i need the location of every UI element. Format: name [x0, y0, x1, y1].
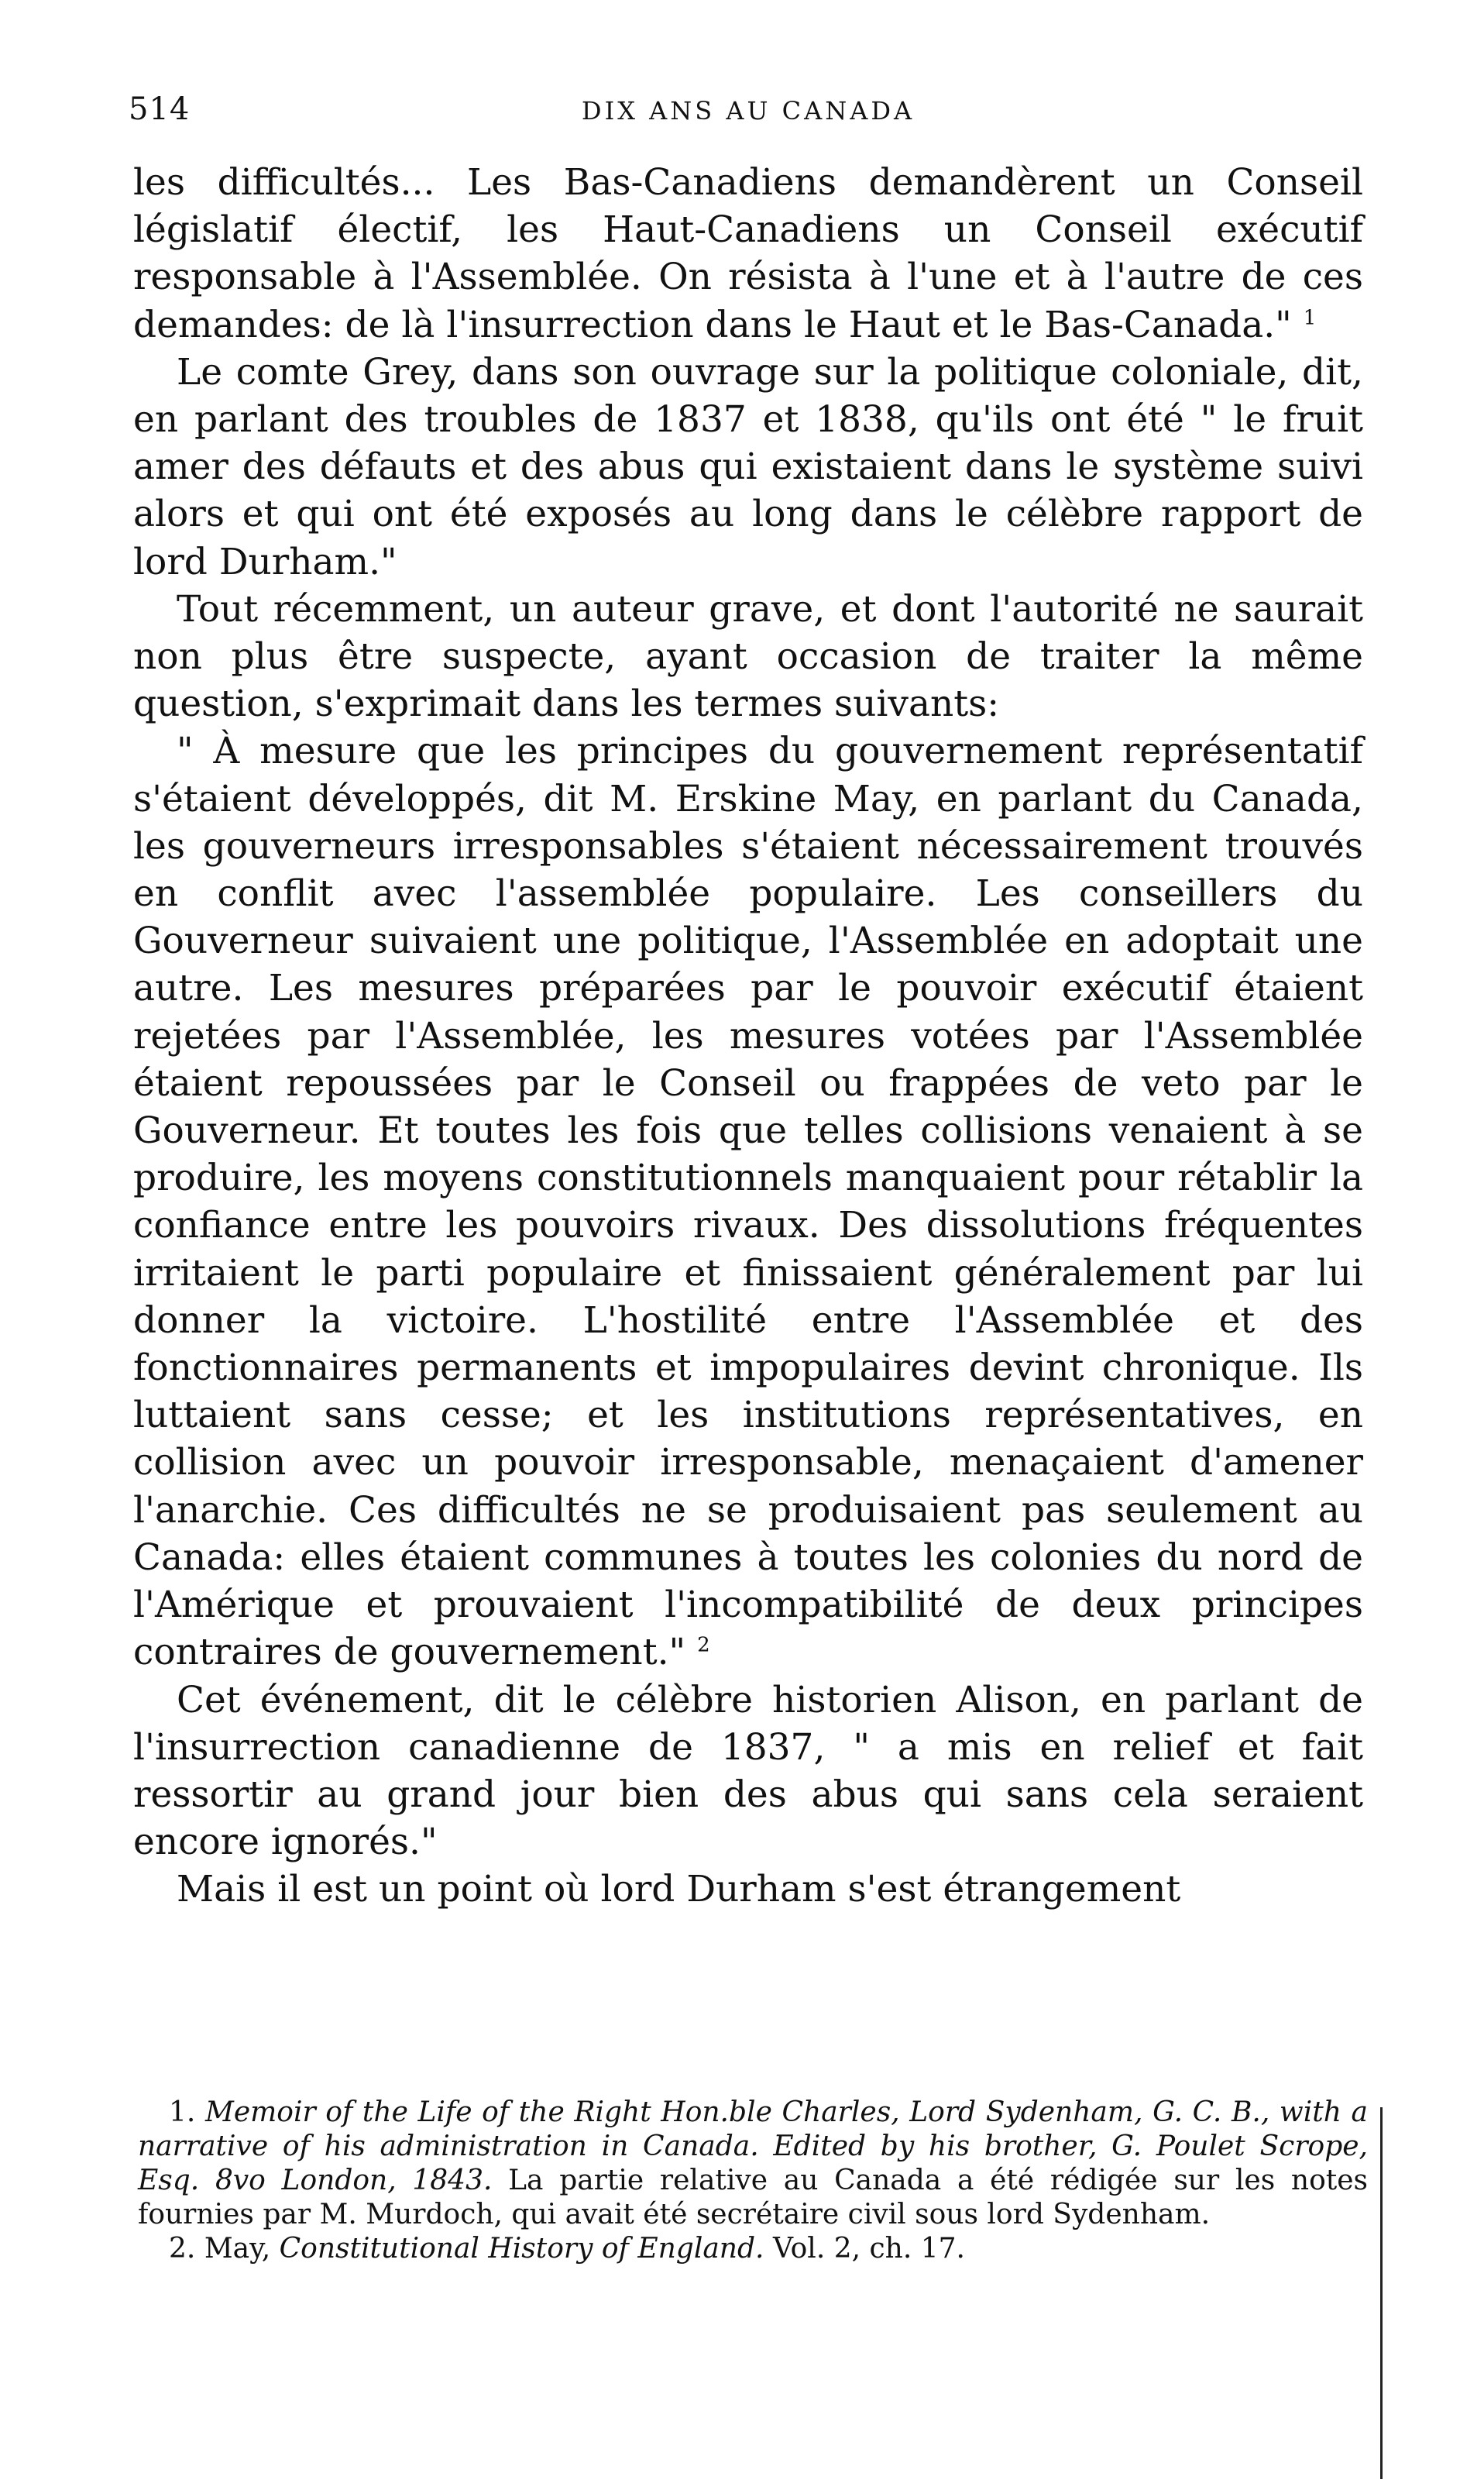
- main-text: [133, 159, 1363, 1914]
- running-title: DIX ANS AU CANADA: [581, 96, 915, 126]
- footnote-2: [138, 2232, 1368, 2266]
- footnote-ref-1: 1: [1303, 305, 1317, 329]
- margin-rule: [1380, 2107, 1383, 2479]
- paragraph-3: Tout récemment, un auteur grave, et dont l'autorité ne saurait non plus être suspecte, ayant occasion de traiter la même question, s'exprimait dans les termes suivants:: [133, 587, 1363, 726]
- footnote-1: [138, 2096, 1368, 2232]
- footnote-1-title: Memoir of the Life of the Right Hon.ble Charles, Lord Sydenham, G. C. B., with a narrative of his administration in Canada. Edited by his brother, G. Poulet Scrope, Esq. 8vo London, 1843.: [138, 2096, 1368, 2196]
- page-number: 514: [129, 91, 191, 127]
- paragraph-2: Le comte Grey, dans son ouvrage sur la politique coloniale, dit, en parlant des troubles de 1837 et 1838, qu'ils ont été " le fruit amer des défauts et des abus qui existaient dans le système suivi alors et qui ont été exposés au long dans le célèbre rapport de lord Durham.": [133, 350, 1363, 583]
- footnote-2-title: Constitutional History of England.: [279, 2233, 764, 2265]
- footnote-ref-2: 2: [697, 1633, 710, 1657]
- footnote-1-number: 1.: [169, 2096, 196, 2128]
- paragraph-1: [133, 159, 1363, 349]
- quotation-text: " À mesure que les principes du gouvernement représentatif s'étaient développés, dit M. Erskine May, en parlant du Canada, les gouverneurs irresponsables s'étaient nécessairement trouvés en conflit avec l'assemblée populaire. Les conseillers du Gouverneur suivaient une politique, l'Assemblée en adoptait une autre. Les mesures préparées par le pouvoir exécutif étaient rejetées par l'Assemblée, les mesures votées par l'Assemblée étaient repoussées par le Conseil ou frappées de veto par le Gouverneur. Et toutes les fois que telles collisions venaient à se produire, les moyens constitutionnels manquaient pour rétablir la confiance entre les pouvoirs rivaux. Des dissolutions fréquentes irritaient le parti populaire et finissaient généralement par lui donner la victoire. L'hostilité entre l'Assemblée et des fonctionnaires permanents et impopulaires devint chronique. Ils luttaient sans cesse; et les institutions représentatives, en collision avec un pouvoir irresponsable, menaçaient d'amener l'anarchie. Ces difficultés ne se produisaient pas seulement au Canada: elles étaient communes à toutes les colonies du nord de l'Amérique et prouvaient l'incompatibilité de deux principes contraires de gouvernement.": [133, 730, 1363, 1674]
- footnote-1-text: La partie relative au Canada a été rédigée sur les notes fournies par M. Murdoch, qui avait été secrétaire civil sous lord Sydenham.: [138, 2165, 1368, 2230]
- footnote-2-text: Vol. 2, ch. 17.: [772, 2233, 965, 2265]
- paragraph-5: Cet événement, dit le célèbre historien Alison, en parlant de l'insurrection canadienne de 1837, " a mis en relief et fait ressortir au grand jour bien des abus qui sans cela seraient encore ignorés.": [133, 1678, 1363, 1864]
- footnotes: [138, 2096, 1368, 2266]
- page-header: [129, 91, 1368, 138]
- quotation-paragraph: [133, 727, 1363, 1676]
- paragraph-1-text: les difficultés... Les Bas-Canadiens demandèrent un Conseil législatif électif, les Haut-Canadiens un Conseil exécutif responsable à l'Assemblée. On résista à l'une et à l'autre de ces demandes: de là l'insurrection dans le Haut et le Bas-Canada.": [133, 161, 1363, 346]
- footnote-2-number: 2.: [169, 2233, 196, 2265]
- paragraph-6: Mais il est un point où lord Durham s'est étrangement: [177, 1868, 1181, 1911]
- footnote-2-author: May,: [204, 2233, 271, 2265]
